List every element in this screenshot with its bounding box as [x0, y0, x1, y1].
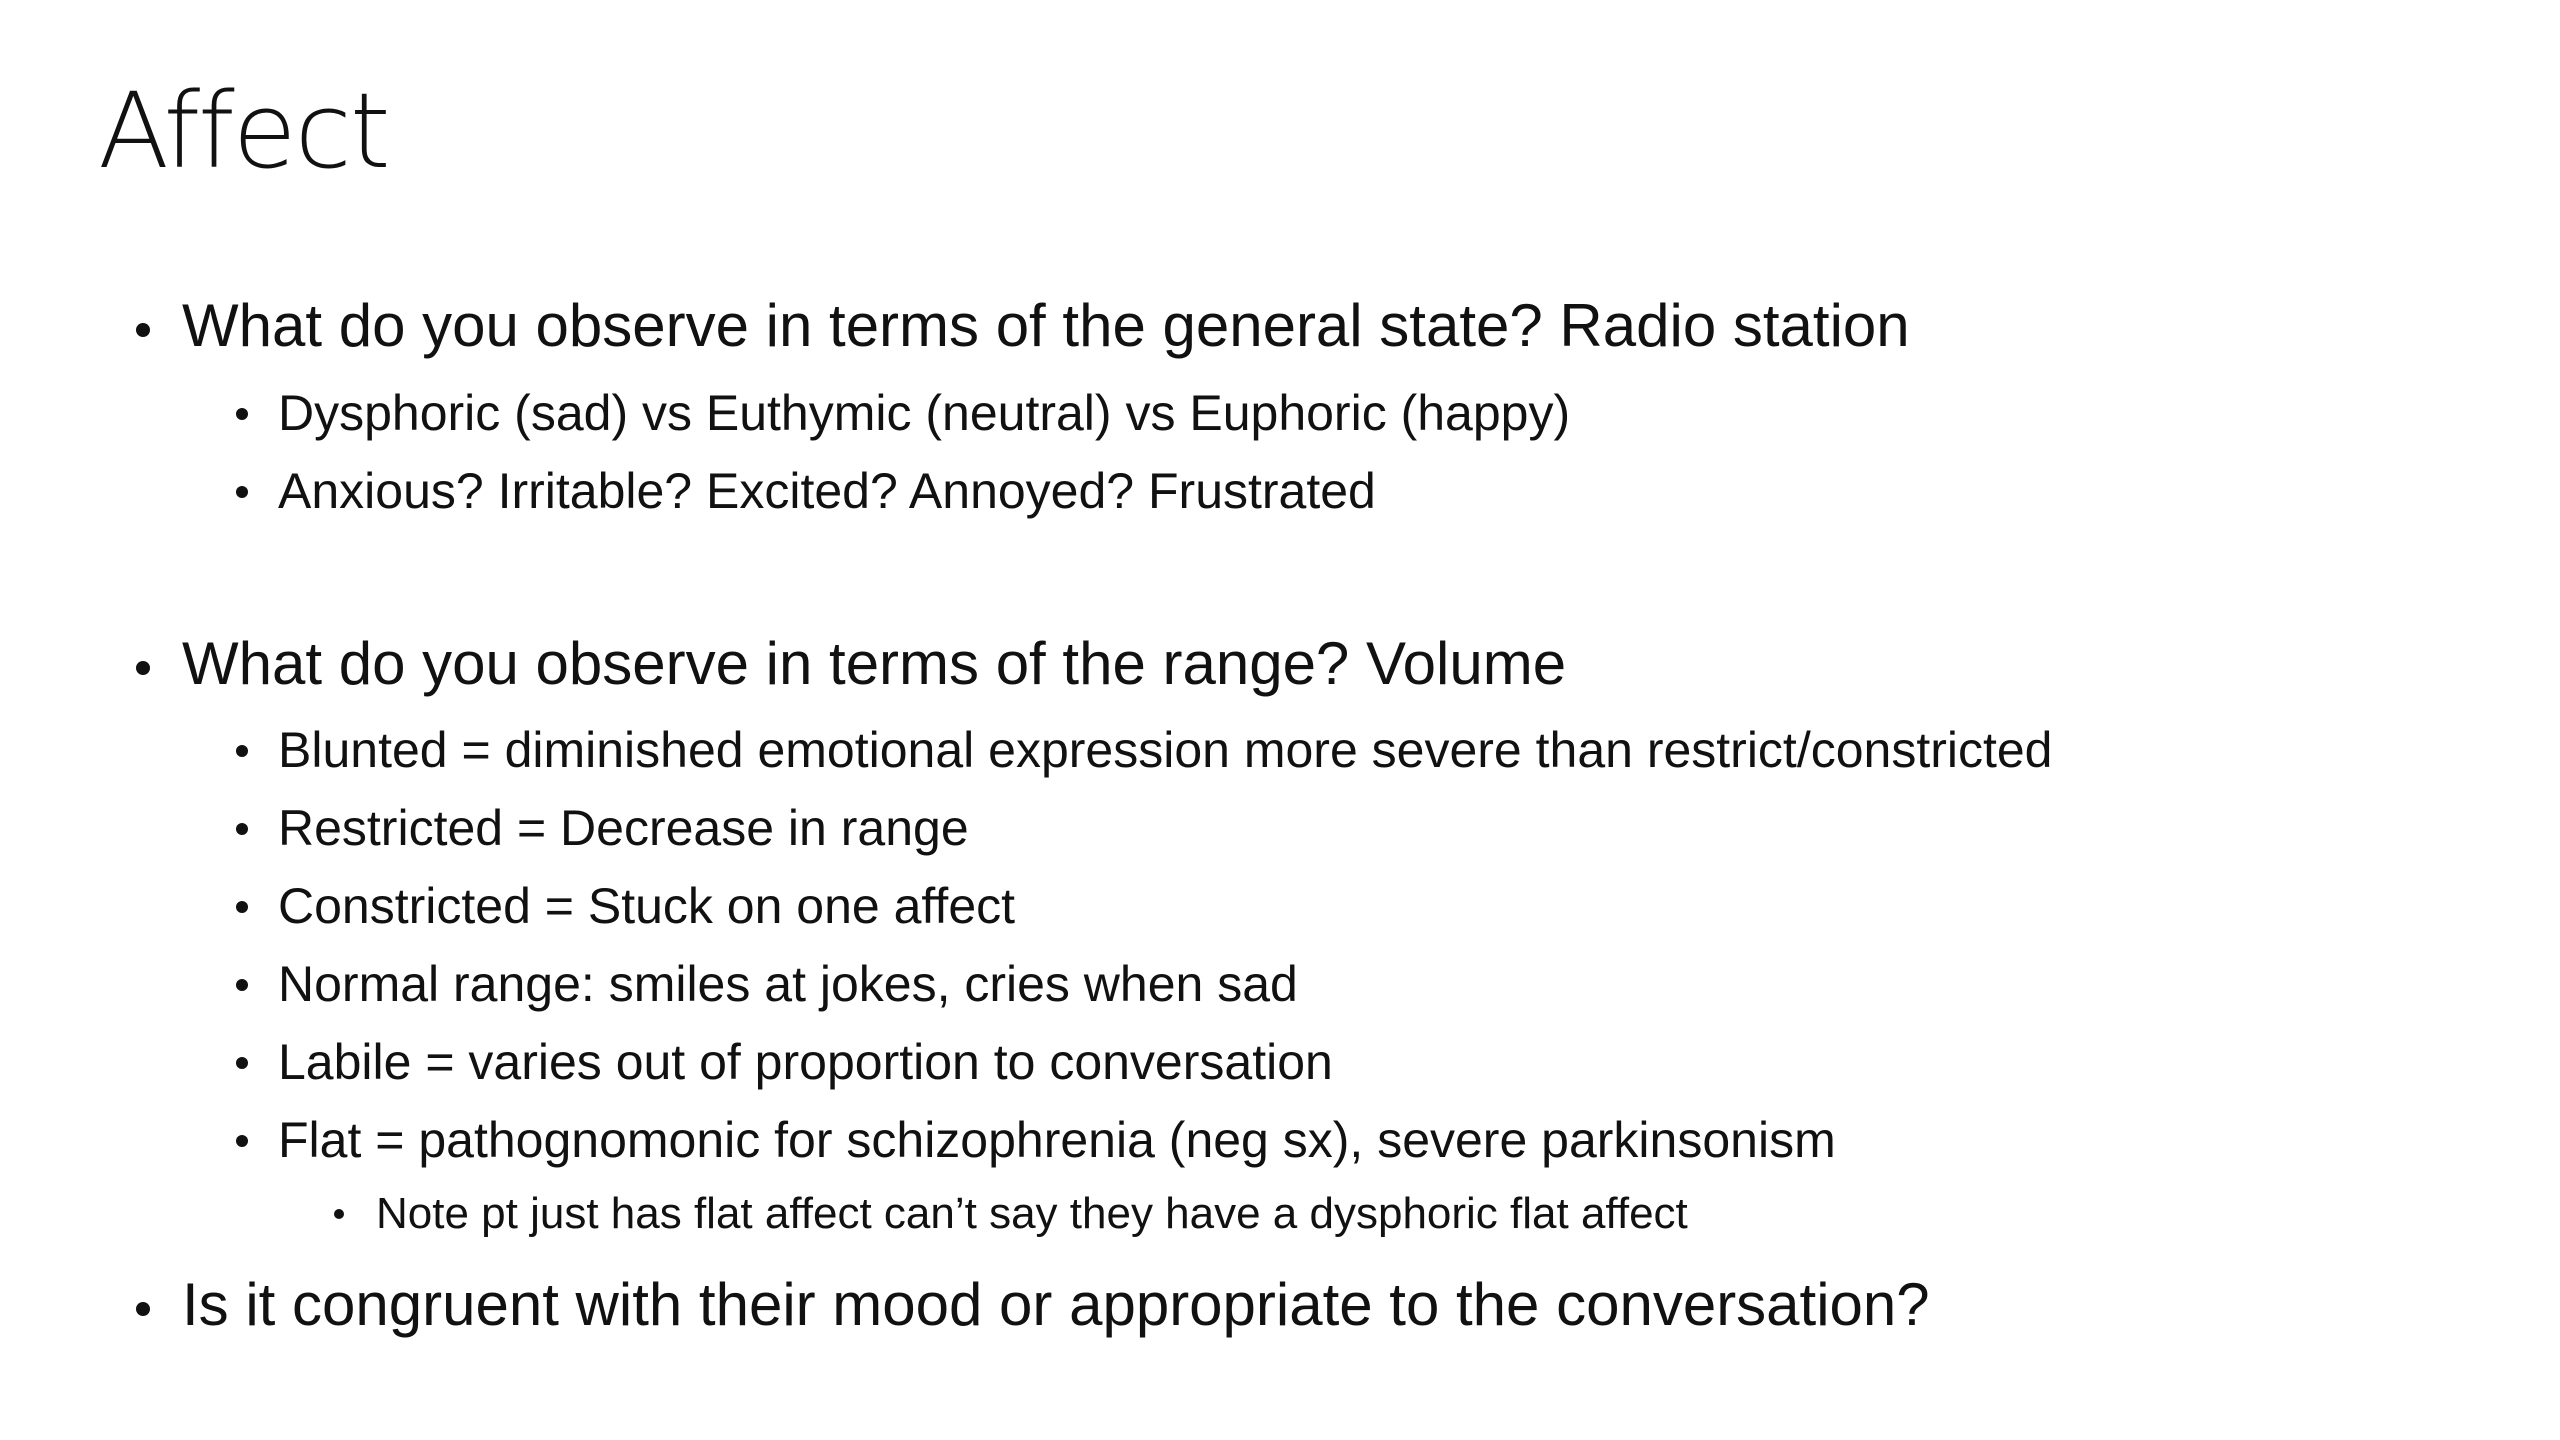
bullet-dot — [136, 1302, 150, 1316]
bullet-dot — [236, 1057, 248, 1069]
sub-bullet-anxious: Anxious? Irritable? Excited? Annoyed? Frustrated — [278, 463, 1376, 519]
bullet-dot — [136, 661, 150, 675]
sub-bullet-normal-range: Normal range: smiles at jokes, cries when sad — [278, 956, 1298, 1012]
sub-bullet-labile: Labile = varies out of proportion to conversation — [278, 1034, 1333, 1090]
sub-bullet-blunted: Blunted = diminished emotional expression more severe than restrict/constricted — [278, 722, 2053, 778]
sub-bullet-dysphoric: Dysphoric (sad) vs Euthymic (neutral) vs Euphoric (happy) — [278, 385, 1571, 441]
bullet-dot — [236, 408, 248, 420]
bullet-general-state: What do you observe in terms of the general state? Radio station — [182, 292, 1910, 359]
bullet-congruent: Is it congruent with their mood or appropriate to the conversation? — [182, 1271, 1930, 1338]
bullet-dot — [236, 486, 248, 498]
slide-title: Affect — [98, 70, 389, 192]
bullet-range: What do you observe in terms of the range? Volume — [182, 630, 1567, 697]
bullet-dot — [236, 979, 248, 991]
sub-sub-bullet-note: Note pt just has flat affect can’t say they have a dysphoric flat affect — [376, 1189, 1688, 1238]
bullet-dot — [236, 901, 248, 913]
bullet-dot — [136, 323, 150, 337]
sub-bullet-flat: Flat = pathognomonic for schizophrenia (neg sx), severe parkinsonism — [278, 1112, 1836, 1168]
bullet-dot — [236, 823, 248, 835]
bullet-dot — [236, 1135, 248, 1147]
bullet-dot — [236, 745, 248, 757]
sub-bullet-restricted: Restricted = Decrease in range — [278, 800, 969, 856]
bullet-dot — [334, 1209, 344, 1219]
sub-bullet-constricted: Constricted = Stuck on one affect — [278, 878, 1016, 934]
